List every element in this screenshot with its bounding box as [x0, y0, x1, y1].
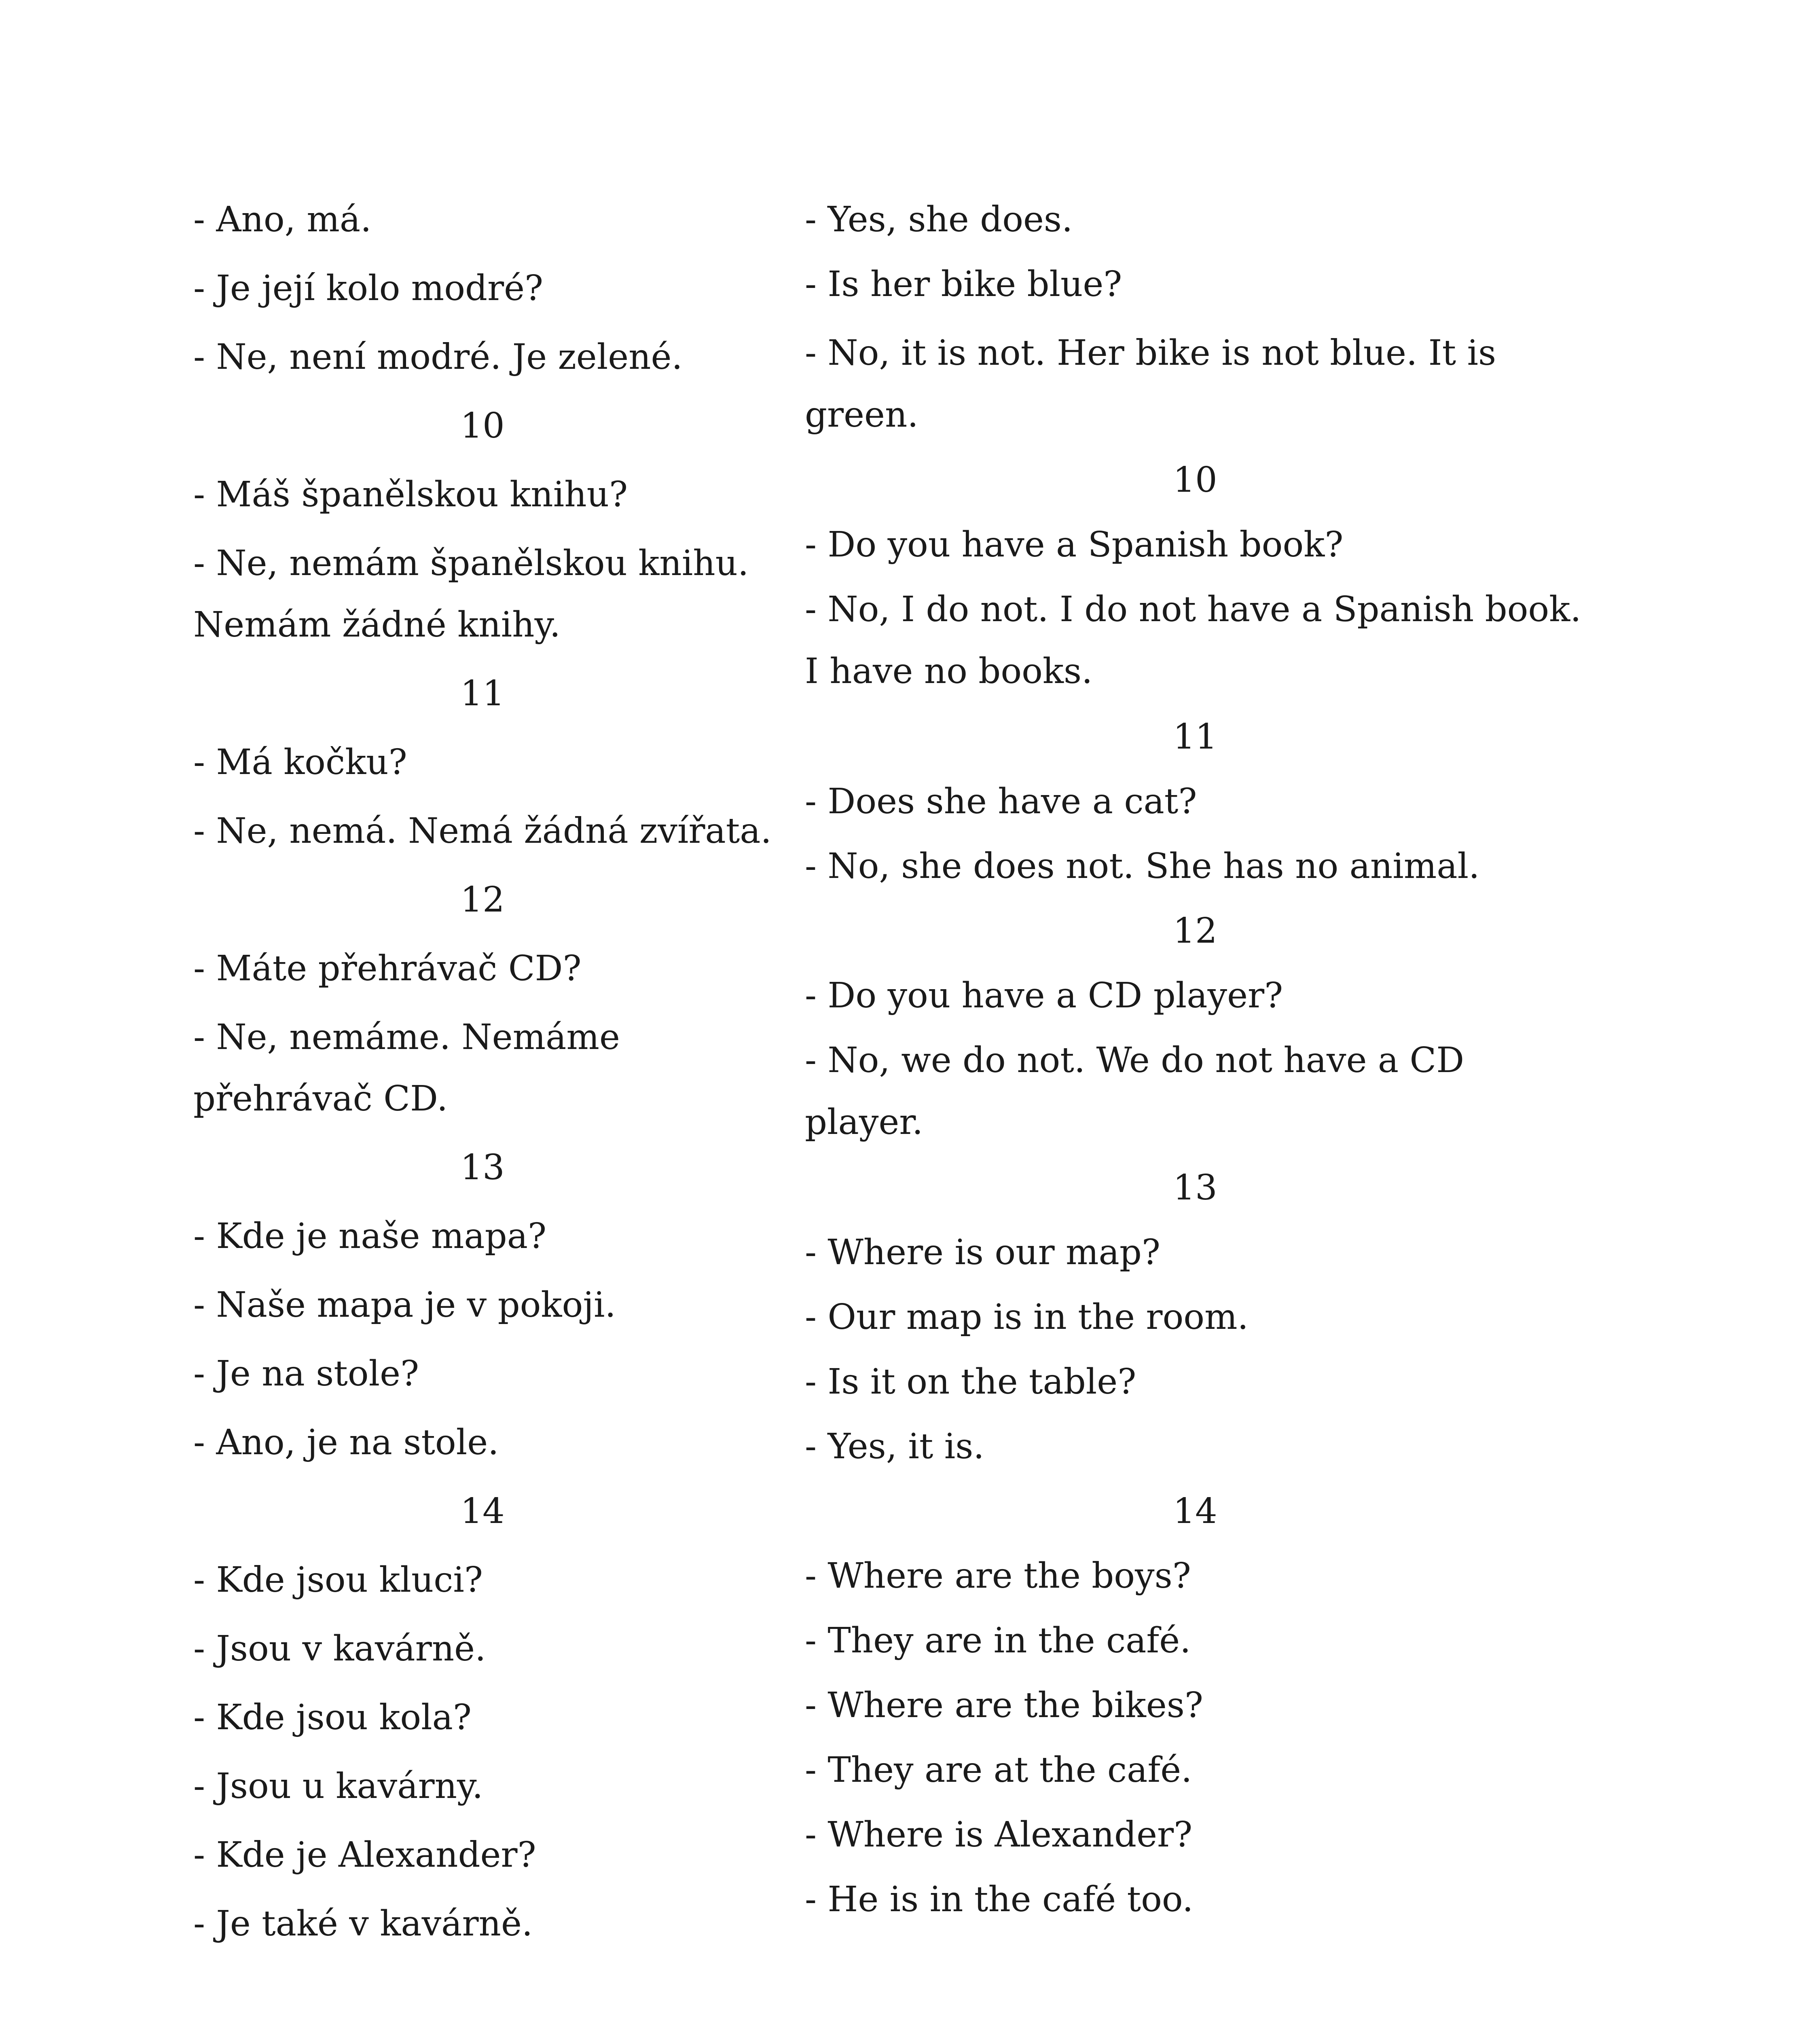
czech-line: - Ne, nemáme. Nemáme [193, 1017, 620, 1058]
english-line: - No, we do not. We do not have a CD [805, 1040, 1464, 1081]
czech-line: - Ne, není modré. Je zelené. [193, 337, 683, 377]
english-line: I have no books. [805, 651, 1093, 692]
czech-line: přehrávač CD. [193, 1079, 448, 1119]
english-line: - Is her bike blue? [805, 264, 1122, 305]
czech-section-number: 13 [460, 1147, 505, 1188]
english-line: - Where are the bikes? [805, 1685, 1204, 1726]
english-line: - Yes, it is. [805, 1426, 984, 1467]
english-section-number: 14 [1173, 1491, 1217, 1531]
english-section-number: 12 [1173, 911, 1217, 951]
czech-line: - Máš španělskou knihu? [193, 474, 628, 515]
czech-line: - Je její kolo modré? [193, 268, 544, 309]
english-line: - Where are the boys? [805, 1556, 1191, 1596]
czech-section-number: 11 [460, 673, 505, 714]
czech-line: - Jsou u kavárny. [193, 1766, 483, 1806]
english-line: - Does she have a cat? [805, 781, 1197, 822]
english-line: - Yes, she does. [805, 199, 1073, 240]
czech-line: - Ne, nemá. Nemá žádná zvířata. [193, 811, 772, 851]
english-line: - Where is Alexander? [805, 1815, 1193, 1855]
english-line: - Where is our map? [805, 1232, 1160, 1273]
english-line: green. [805, 395, 918, 435]
czech-line: - Máte přehrávač CD? [193, 948, 582, 989]
english-section-number: 10 [1173, 460, 1217, 500]
english-line: - No, I do not. I do not have a Spanish book. [805, 589, 1581, 630]
english-line: - They are in the café. [805, 1620, 1191, 1661]
czech-section-number: 10 [460, 406, 505, 446]
czech-line: - Má kočku? [193, 742, 407, 783]
english-line: - He is in the café too. [805, 1879, 1194, 1920]
czech-line: - Ne, nemám španělskou knihu. [193, 543, 749, 584]
czech-line: - Je také v kavárně. [193, 1904, 533, 1944]
czech-line: - Kde jsou kola? [193, 1697, 472, 1738]
czech-line: - Je na stole? [193, 1354, 419, 1394]
english-line: - No, she does not. She has no animal. [805, 846, 1480, 886]
czech-line: - Ano, má. [193, 199, 372, 240]
czech-line: - Naše mapa je v pokoji. [193, 1285, 616, 1325]
czech-line: - Kde je naše mapa? [193, 1216, 547, 1256]
english-section-number: 13 [1173, 1168, 1217, 1208]
english-line: player. [805, 1102, 923, 1142]
english-line: - Do you have a Spanish book? [805, 525, 1344, 565]
english-line: - Our map is in the room. [805, 1297, 1249, 1337]
czech-line: - Jsou v kavárně. [193, 1629, 486, 1669]
czech-line: Nemám žádné knihy. [193, 605, 561, 645]
czech-line: - Ano, je na stole. [193, 1422, 499, 1463]
english-section-number: 11 [1173, 717, 1217, 757]
english-line: - Is it on the table? [805, 1362, 1136, 1402]
czech-section-number: 14 [460, 1491, 505, 1531]
czech-section-number: 12 [460, 880, 505, 920]
english-line: - No, it is not. Her bike is not blue. It is [805, 333, 1496, 373]
english-line: - Do you have a CD player? [805, 975, 1283, 1016]
czech-line: - Kde jsou kluci? [193, 1560, 483, 1600]
english-line: - They are at the café. [805, 1750, 1192, 1790]
czech-line: - Kde je Alexander? [193, 1835, 536, 1875]
